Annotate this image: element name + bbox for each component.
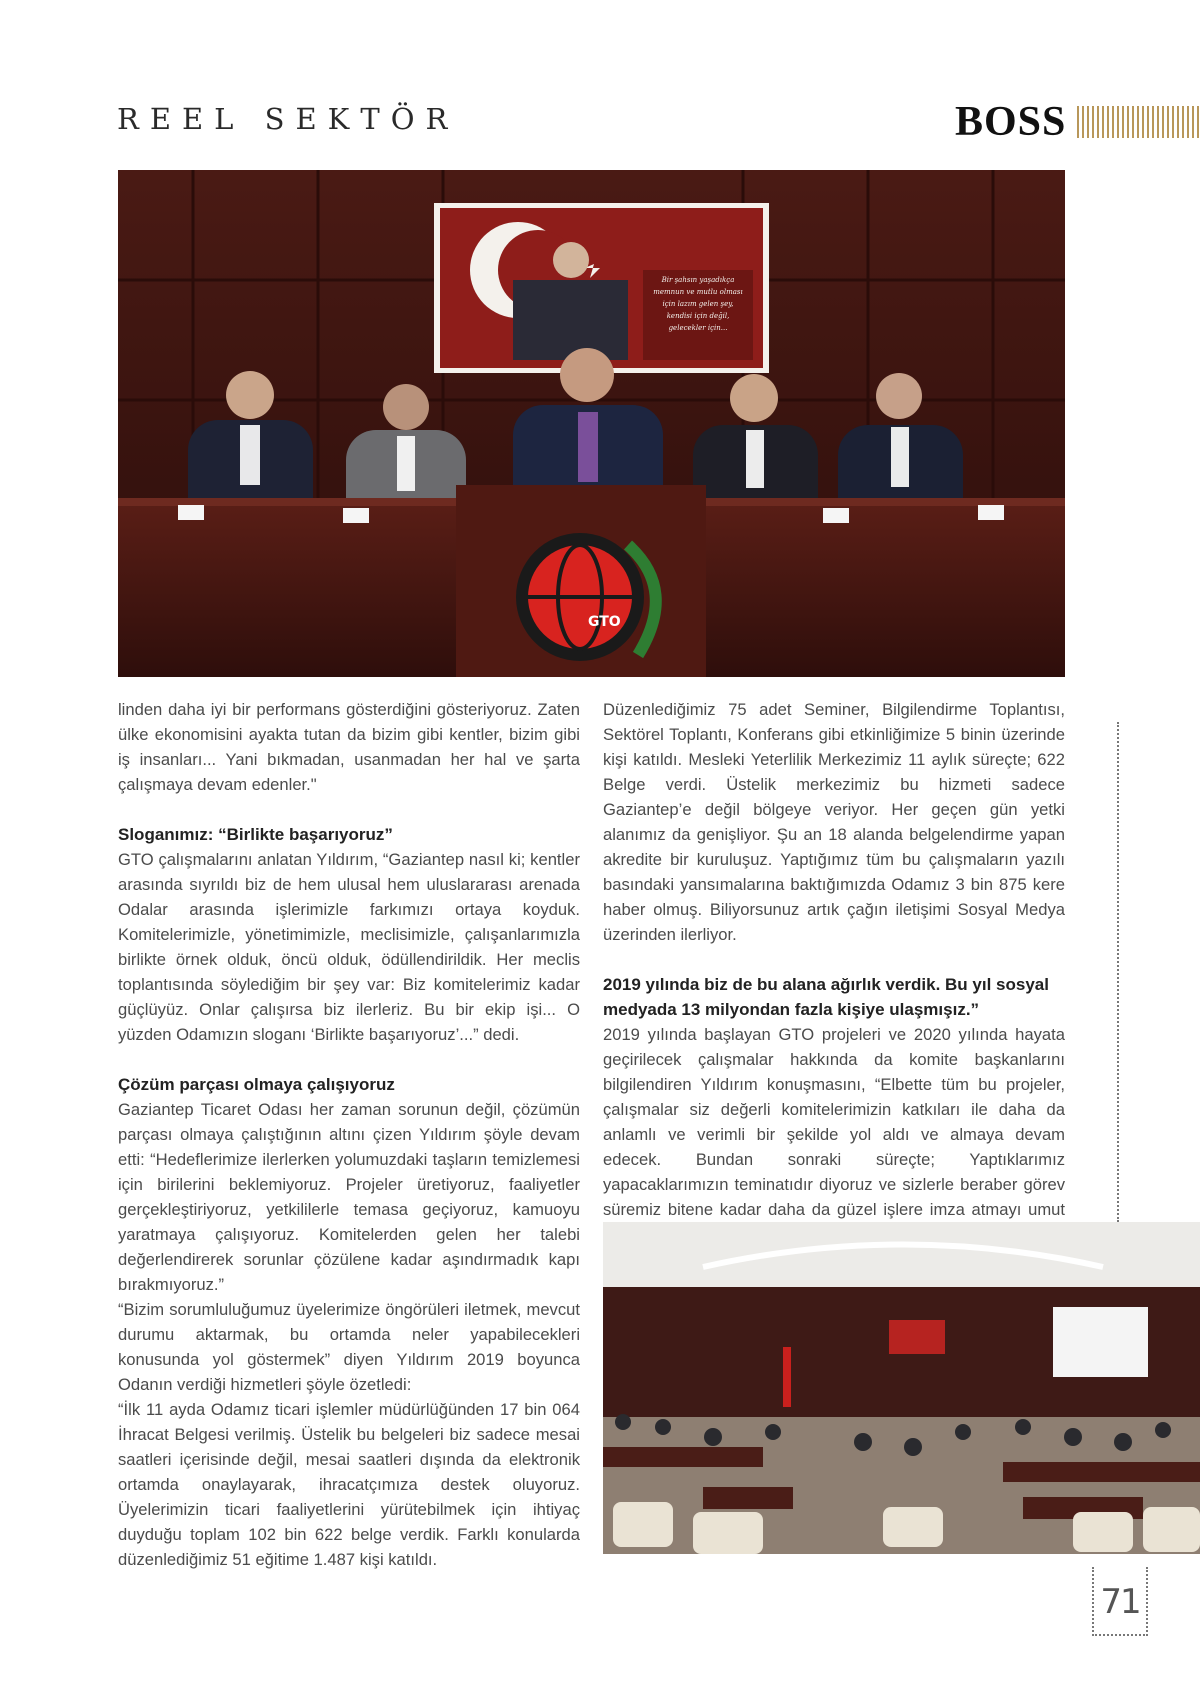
svg-text:memnun ve mutlu olması: memnun ve mutlu olması	[653, 288, 743, 296]
article-paragraph: Düzenlediğimiz 75 adet Seminer, Bilgilendirme Toplantısı, Sektörel Toplantı, Konferans gibi etkinliğimize 5 binin üzerinde kişi katıldı. Mesleki Yeterlilik Merkezimiz 11 aylık süreçte; 622 Belge verdi. Üstelik merkezimiz bu hizmeti sadece Gaziantep’e değil bölgeye veriyor. Her geçen gün yetki alanımız da genişliyor. Şu an 18 alanda belgelendirme yapan akredite bir kuruluşuz. Yaptığımız tüm bu çalışmaların yazılı basındaki yansımalarına baktığımızda Odamız 3 bin 875 kere haber olmuş. Biliyorsunuz artık çağın iletişimi Sosyal Medya üzerinden ilerliyor.	[603, 700, 1065, 944]
magazine-logo: BOSS	[955, 99, 1067, 145]
decorative-dotted-line	[1117, 722, 1119, 1222]
svg-text:kendisi için değil,: kendisi için değil,	[666, 312, 730, 320]
subheading: Sloganımız: “Birlikte başarıyoruz”	[118, 825, 393, 844]
article-paragraph: “Bizim sorumluluğumuz üyelerimize öngörüleri iletmek, mevcut durumu aktarmak, bu ortamda neler yapabilecekleri konusunda yol göstermek” diyen Yıldırım 2019 boyunca Odanın verdiği hizmetleri şöyle özetledi:	[118, 1300, 580, 1394]
subheading: Çözüm parçası olmaya çalışıyoruz	[118, 1075, 395, 1094]
subheading: 2019 yılında biz de bu alana ağırlık verdik. Bu yıl sosyal medyada 13 milyondan fazla kişiye ulaşmışız.”	[603, 975, 1049, 1019]
article-paragraph: linden daha iyi bir performans gösterdiğini gösteriyoruz. Zaten ülke ekonomisini ayakta tutan da bizim gibi kentler, bizim gibi iş insanları... Yani bıkmadan, usanmadan her hal ve şarta çalışmaya devam edenler."	[118, 700, 580, 794]
decorative-stripes	[1077, 106, 1200, 138]
podium-logo-text: GTO	[588, 614, 621, 630]
section-title: REEL SEKTÖR	[117, 102, 459, 136]
svg-text:Bir şahsın yaşadıkça: Bir şahsın yaşadıkça	[661, 276, 735, 284]
article-paragraph: “İlk 11 ayda Odamız ticari işlemler müdürlüğünden 17 bin 064 İhracat Belgesi verilmiş. Üstelik bu belgeleri biz sadece mesai saatleri içerisinde değil, mesai saatleri dışında da elektronik ortamda onaylayarak, ihracatçımıza destek oluyoruz. Üyelerimizin ticari faaliyetlerini yürütebilmek için ihtiyaç duyduğu toplam 102 bin 622 belge verdik. Farklı konularda düzenlediğimiz 51 eğitime 1.487 kişi katıldı.	[118, 1400, 580, 1569]
article-paragraph: 2019 yılında başlayan GTO projeleri ve 2020 yılında hayata geçirilecek çalışmalar hakkında da komite başkanlarını bilgilendiren Yıldırım konuşmasını, “Elbette tüm bu projeler, çalışmalar siz değerli komitelerimizin katkıları ile daha da anlamlı ve verimli bir şekilde yol aldı ve almaya devam edecek. Bundan sonraki süreçte; Yaptıklarımız yapacaklarımızın teminatıdır diyoruz ve sizlerle beraber görev süremiz bitene kadar daha da güzel işlere imza atmayı umut	[603, 1025, 1065, 1219]
meeting-panel-photo	[118, 170, 1065, 677]
meeting-room-photo	[603, 1222, 1200, 1554]
svg-text:için lazım gelen şey,: için lazım gelen şey,	[662, 300, 734, 308]
page-number: 71	[1100, 1582, 1140, 1622]
article-left-column	[118, 697, 580, 1572]
svg-text:gelecekler için...: gelecekler için...	[668, 324, 728, 332]
article-right-column	[603, 697, 1065, 1247]
article-paragraph: Gaziantep Ticaret Odası her zaman sorunun değil, çözümün parçası olmaya çalıştığının altını çizen Yıldırım şöyle devam etti: “Hedeflerimize ilerlerken yolumuzdaki taşların temizlemesi için birilerini beklemiyoruz. Projeler üretiyoruz, faaliyetler gerçekleştiriyoruz, yetkililerle temasa geçiyoruz, kamuoyu yaratmaya çalışıyoruz. Komitelerden gelen her talebi değerlendirerek sorunlar çözülene kadar aşındırmadık kapı bırakmıyoruz.”	[118, 1100, 580, 1294]
article-paragraph: GTO çalışmalarını anlatan Yıldırım, “Gaziantep nasıl ki; kentler arasında sıyrıldı biz de hem ulusal hem uluslararası arenada Odalar arasında işlerimizle farkımızı ortaya koyduk. Komitelerimizle, yönetimimizle, meclisimizle, çalışanlarımızla birlikte örnek olduk, öncü olduk, ödüllendirildik. Her meclis toplantısında söylediğim bir şey var: Biz komitelerimiz kadar güçlüyüz. Onlar çalışırsa biz ilerleriz. Bu bir ekip işi... O yüzden Odamızın sloganı ‘Birlikte başarıyoruz’...” dedi.	[118, 850, 580, 1044]
